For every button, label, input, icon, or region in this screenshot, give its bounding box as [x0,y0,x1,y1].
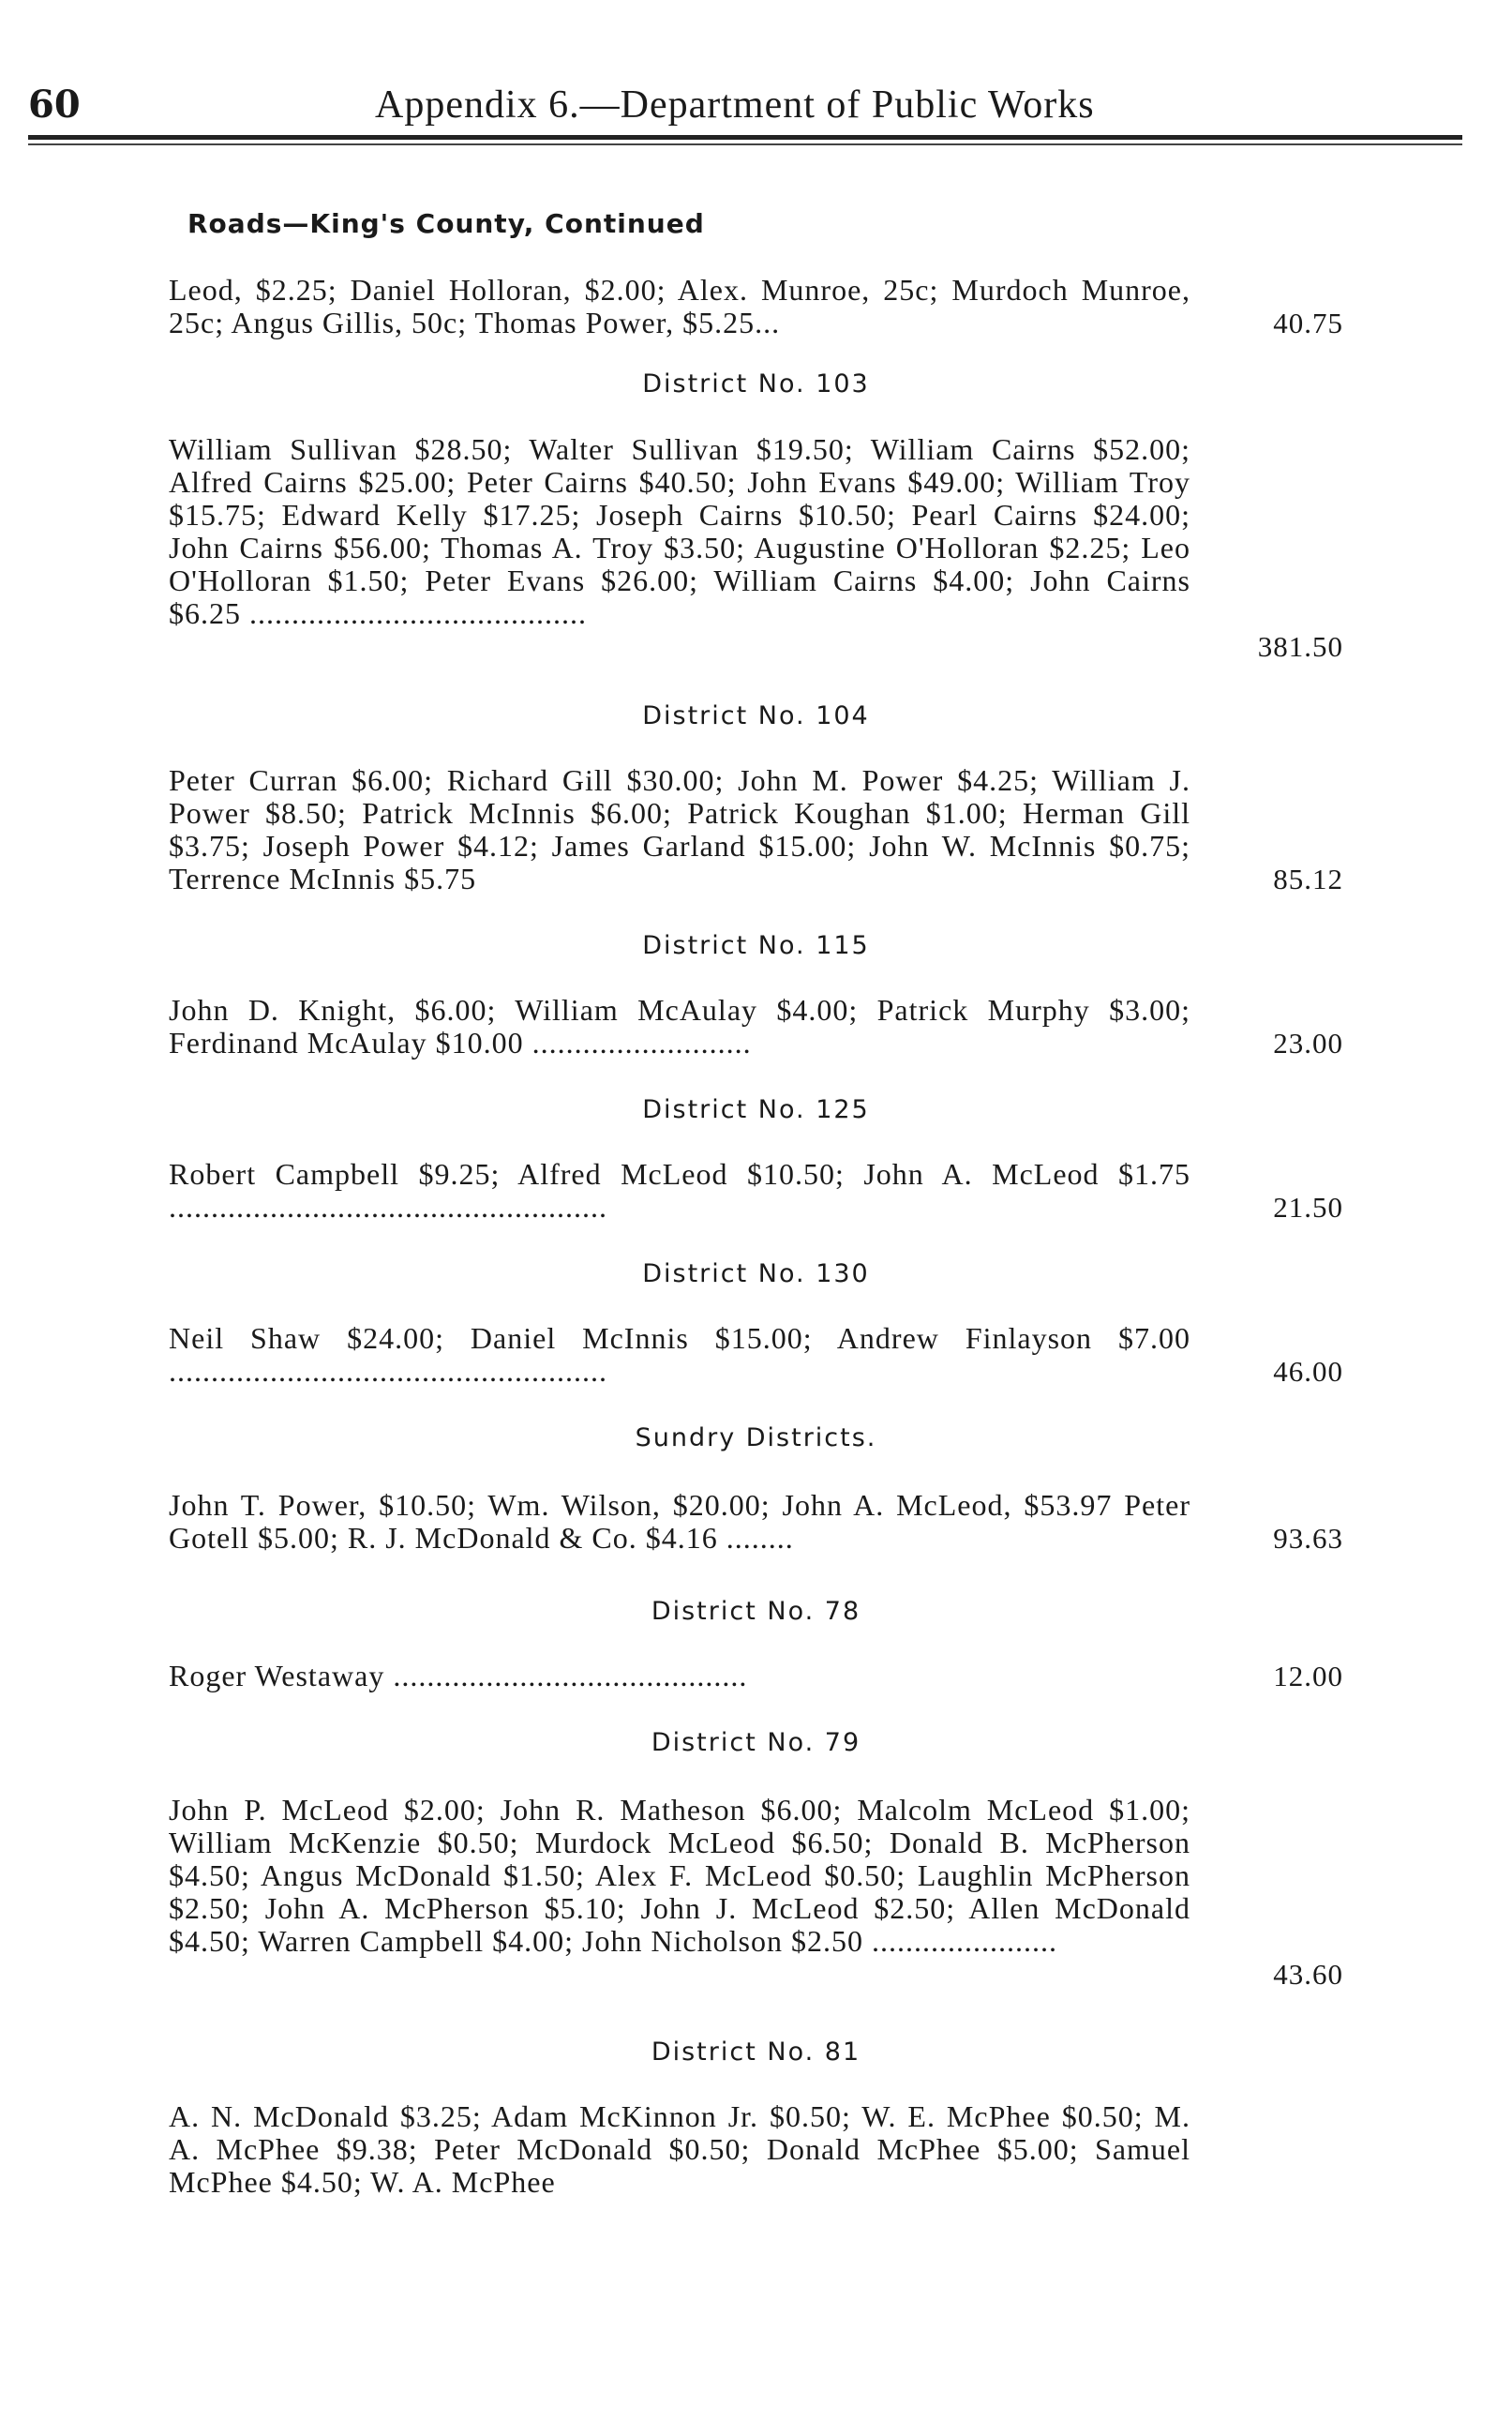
entry-amount: 43.60 [1273,1958,1343,1991]
district-heading: District No. 103 [642,369,870,398]
entry-text: Neil Shaw $24.00; Daniel McInnis $15.00; Andrew Finlayson $7.00 .................................................... [169,1321,1190,1388]
section-title: Roads—King's County, Continued [187,208,705,239]
district-heading: District No. 115 [642,931,870,960]
entry-text: Robert Campbell $9.25; Alfred McLeod $10.50; John A. McLeod $1.75 .................................................... [169,1157,1190,1224]
page-number: 60 [28,83,81,127]
entry-text: John D. Knight, $6.00; William McAulay $4.00; Patrick Murphy $3.00; Ferdinand McAulay $10.00 .......................... [169,993,1190,1060]
entry-text: John T. Power, $10.50; Wm. Wilson, $20.00; John A. McLeod, $53.97 Peter Gotell $5.00; R. J. McDonald & Co. $4.16 ........ [169,1488,1190,1555]
entry-amount: 21.50 [1273,1191,1343,1224]
entry-text: William Sullivan $28.50; Walter Sullivan $19.50; William Cairns $52.00; Alfred Cairns $25.00; Peter Cairns $40.50; John Evans $49.00; William Troy $15.75; Edward Kelly $17.25; Joseph Cairns $10.50; Pearl Cairns $24.00; John Cairns $56.00; Thomas A. Troy $3.50; Augustine O'Holloran $2.25; Leo O'Holloran $1.50; Peter Evans $26.00; William Cairns $4.00; John Cairns $6.25 ........................................ [169,432,1190,630]
district-heading: District No. 78 [651,1597,861,1626]
page-title: Appendix 6.—Department of Public Works [375,83,1095,127]
entry-text: Leod, $2.25; Daniel Holloran, $2.00; Alex. Munroe, 25c; Murdoch Munroe, 25c; Angus Gillis, 50c; Thomas Power, $5.25... [169,273,1190,339]
entry-amount: 93.63 [1273,1522,1343,1555]
district-heading: District No. 130 [642,1259,870,1288]
entry-amount: 381.50 [1257,630,1343,663]
district-heading: Sundry Districts. [635,1423,877,1452]
district-heading: District No. 125 [642,1095,870,1124]
entry-amount: 85.12 [1273,863,1343,895]
district-heading: District No. 104 [642,701,870,730]
header-rule [28,135,1462,140]
entry-amount: 12.00 [1273,1660,1343,1692]
district-heading: District No. 79 [651,1728,861,1757]
entry-amount: 23.00 [1273,1027,1343,1060]
entry-amount: 46.00 [1273,1355,1343,1388]
entry-amount: 40.75 [1273,307,1343,339]
entry-text: A. N. McDonald $3.25; Adam McKinnon Jr. $0.50; W. E. McPhee $0.50; M. A. McPhee $9.38; Peter McDonald $0.50; Donald McPhee $5.00; Samuel McPhee $4.50; W. A. McPhee [169,2099,1190,2199]
entry-text: John P. McLeod $2.00; John R. Matheson $6.00; Malcolm McLeod $1.00; William McKenzie $0.50; Murdock McLeod $6.50; Donald B. McPherson $4.50; Angus McDonald $1.50; Alex F. McLeod $0.50; Laughlin McPherson $2.50; John A. McPherson $5.10; John J. McLeod $2.50; Allen McDonald $4.50; Warren Campbell $4.00; John Nicholson $2.50 ...................... [169,1793,1190,1958]
page-header [28,73,1462,139]
header-rule-thin [28,143,1462,145]
entry-text: Roger Westaway .......................................... [169,1659,748,1692]
entry-text: Peter Curran $6.00; Richard Gill $30.00; John M. Power $4.25; William J. Power $8.50; Patrick McInnis $6.00; Patrick Koughan $1.00; Herman Gill $3.75; Joseph Power $4.12; James Garland $15.00; John W. McInnis $0.75; Terrence McInnis $5.75 [169,763,1190,895]
district-heading: District No. 81 [651,2038,861,2067]
